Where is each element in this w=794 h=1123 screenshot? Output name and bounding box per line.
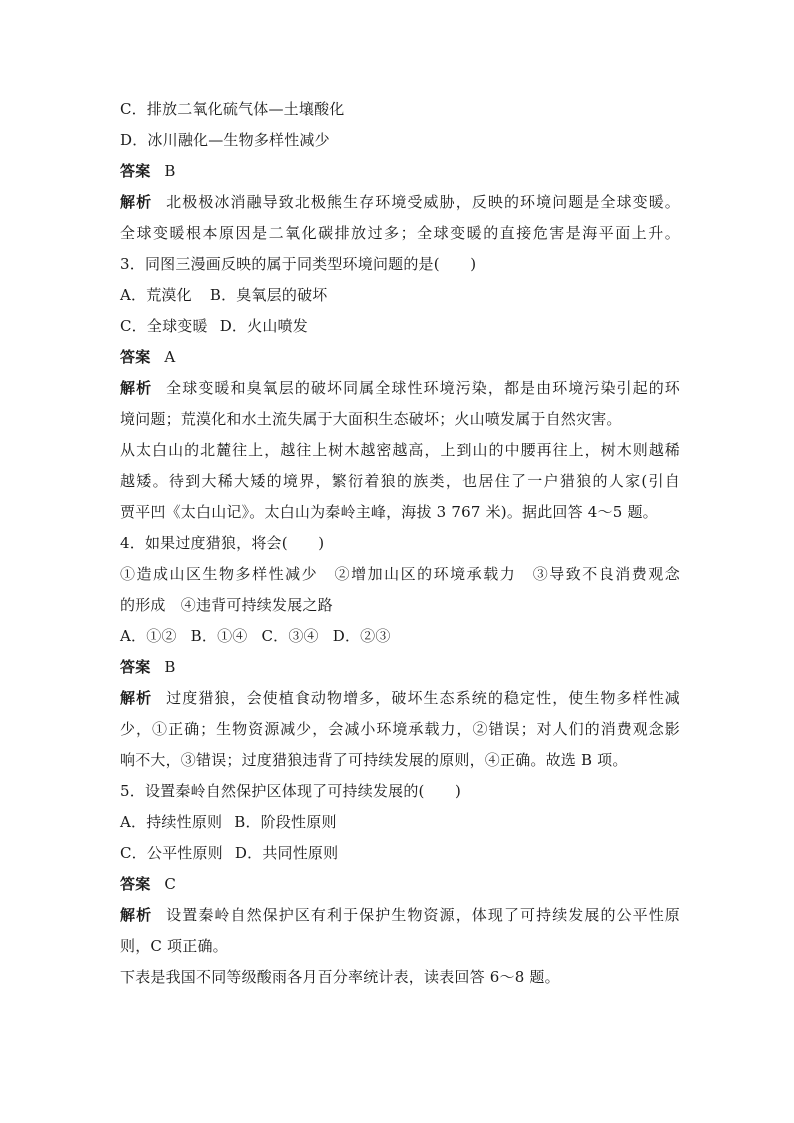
q4-analysis-line-2: 少，①正确；生物资源减少，会减小环境承载力，②错误；对人们的消费观念影 xyxy=(120,720,680,738)
q5-options-row-2 xyxy=(120,838,680,869)
document-content xyxy=(120,94,680,993)
q5-option-a: A．持续性原则 xyxy=(120,813,223,831)
q5-option-b: B．阶段性原则 xyxy=(234,813,337,831)
q3-option-c: C．全球变暖 xyxy=(120,317,208,335)
q4-analysis-line-3: 响不大，③错误；过度猎狼违背了可持续发展的原则，④正确。故选 B 项。 xyxy=(120,751,628,769)
q2-analysis-line-1 xyxy=(120,187,680,218)
q4-option-b: B．①④ xyxy=(190,627,248,645)
q4-items-line-2: 的形成 ④违背可持续发展之路 xyxy=(120,596,333,614)
answer-value: B xyxy=(164,162,176,180)
q2-option-d: D．冰川融化—生物多样性减少 xyxy=(120,131,330,149)
analysis-text: 北极极冰消融导致北极熊生存环境受威胁，反映的环境问题是全球变暖。 xyxy=(166,193,680,211)
q2-option-c: C．排放二氧化硫气体—土壤酸化 xyxy=(120,100,345,118)
q4-stem: 4．如果过度猎狼，将会( ) xyxy=(120,534,325,552)
answer-value: B xyxy=(164,658,176,676)
q3-option-d: D．火山喷发 xyxy=(219,317,308,335)
analysis-text: 过度猎狼，会使植食动物增多，破坏生态系统的稳定性，使生物多样性减 xyxy=(166,689,680,707)
q4-options-row xyxy=(120,621,680,652)
q3-option-a: A．荒漠化 xyxy=(120,286,192,304)
analysis-text: 全球变暖和臭氧层的破坏同属全球性环境污染，都是由环境污染引起的环 xyxy=(166,379,680,397)
q3-answer xyxy=(120,342,680,373)
q3-stem: 3．同图三漫画反映的属于同类型环境问题的是( ) xyxy=(120,255,477,273)
answer-label: 答案 xyxy=(120,162,151,180)
answer-label: 答案 xyxy=(120,875,151,893)
analysis-label: 解析 xyxy=(120,689,153,707)
q5-analysis-line-2: 则，C 项正确。 xyxy=(120,937,228,955)
analysis-text: 设置秦岭自然保护区有利于保护生物资源，体现了可持续发展的公平性原 xyxy=(166,906,680,924)
answer-value: A xyxy=(164,348,176,366)
q4-option-d: D．②③ xyxy=(332,627,391,645)
answer-value: C xyxy=(164,875,177,893)
q2-analysis-line-2: 全球变暖根本原因是二氧化碳排放过多；全球变暖的直接危害是海平面上升。 xyxy=(120,224,680,242)
analysis-label: 解析 xyxy=(120,906,153,924)
q3-options-row-1 xyxy=(120,280,680,311)
q5-answer xyxy=(120,869,680,900)
q5-option-d: D．共同性原则 xyxy=(234,844,339,862)
analysis-label: 解析 xyxy=(120,379,153,397)
analysis-label: 解析 xyxy=(120,193,153,211)
q2-answer xyxy=(120,156,680,187)
answer-label: 答案 xyxy=(120,348,151,366)
q4-answer xyxy=(120,652,680,683)
passage-line-3: 贾平凹《太白山记》。太白山为秦岭主峰，海拔 3 767 米)。据此回答 4～5 题。 xyxy=(120,503,658,521)
q3-options-row-2 xyxy=(120,311,680,342)
passage-line-2: 越矮。待到大稀大矮的境界，繁衍着狼的族类，也居住了一户猎狼的人家(引自 xyxy=(120,472,680,490)
q5-option-c: C．公平性原则 xyxy=(120,844,223,862)
answer-label: 答案 xyxy=(120,658,151,676)
q5-analysis-line-1 xyxy=(120,900,680,931)
q3-option-b: B．臭氧层的破坏 xyxy=(209,286,328,304)
q4-option-c: C．③④ xyxy=(261,627,319,645)
q4-option-a: A．①② xyxy=(120,627,177,645)
q5-stem: 5．设置秦岭自然保护区体现了可持续发展的( ) xyxy=(120,782,462,800)
next-section-intro: 下表是我国不同等级酸雨各月百分率统计表，读表回答 6～8 题。 xyxy=(120,968,560,986)
q4-items-line-1: ①造成山区生物多样性减少 ②增加山区的环境承载力 ③导致不良消费观念 xyxy=(120,565,680,583)
q3-analysis-line-1 xyxy=(120,373,680,404)
passage-line-1: 从太白山的北麓往上，越往上树木越密越高，上到山的中腰再往上，树木则越稀 xyxy=(120,441,680,459)
q5-options-row-1 xyxy=(120,807,680,838)
q4-analysis-line-1 xyxy=(120,683,680,714)
q3-analysis-line-2: 境问题；荒漠化和水土流失属于大面积生态破坏；火山喷发属于自然灾害。 xyxy=(120,410,622,428)
